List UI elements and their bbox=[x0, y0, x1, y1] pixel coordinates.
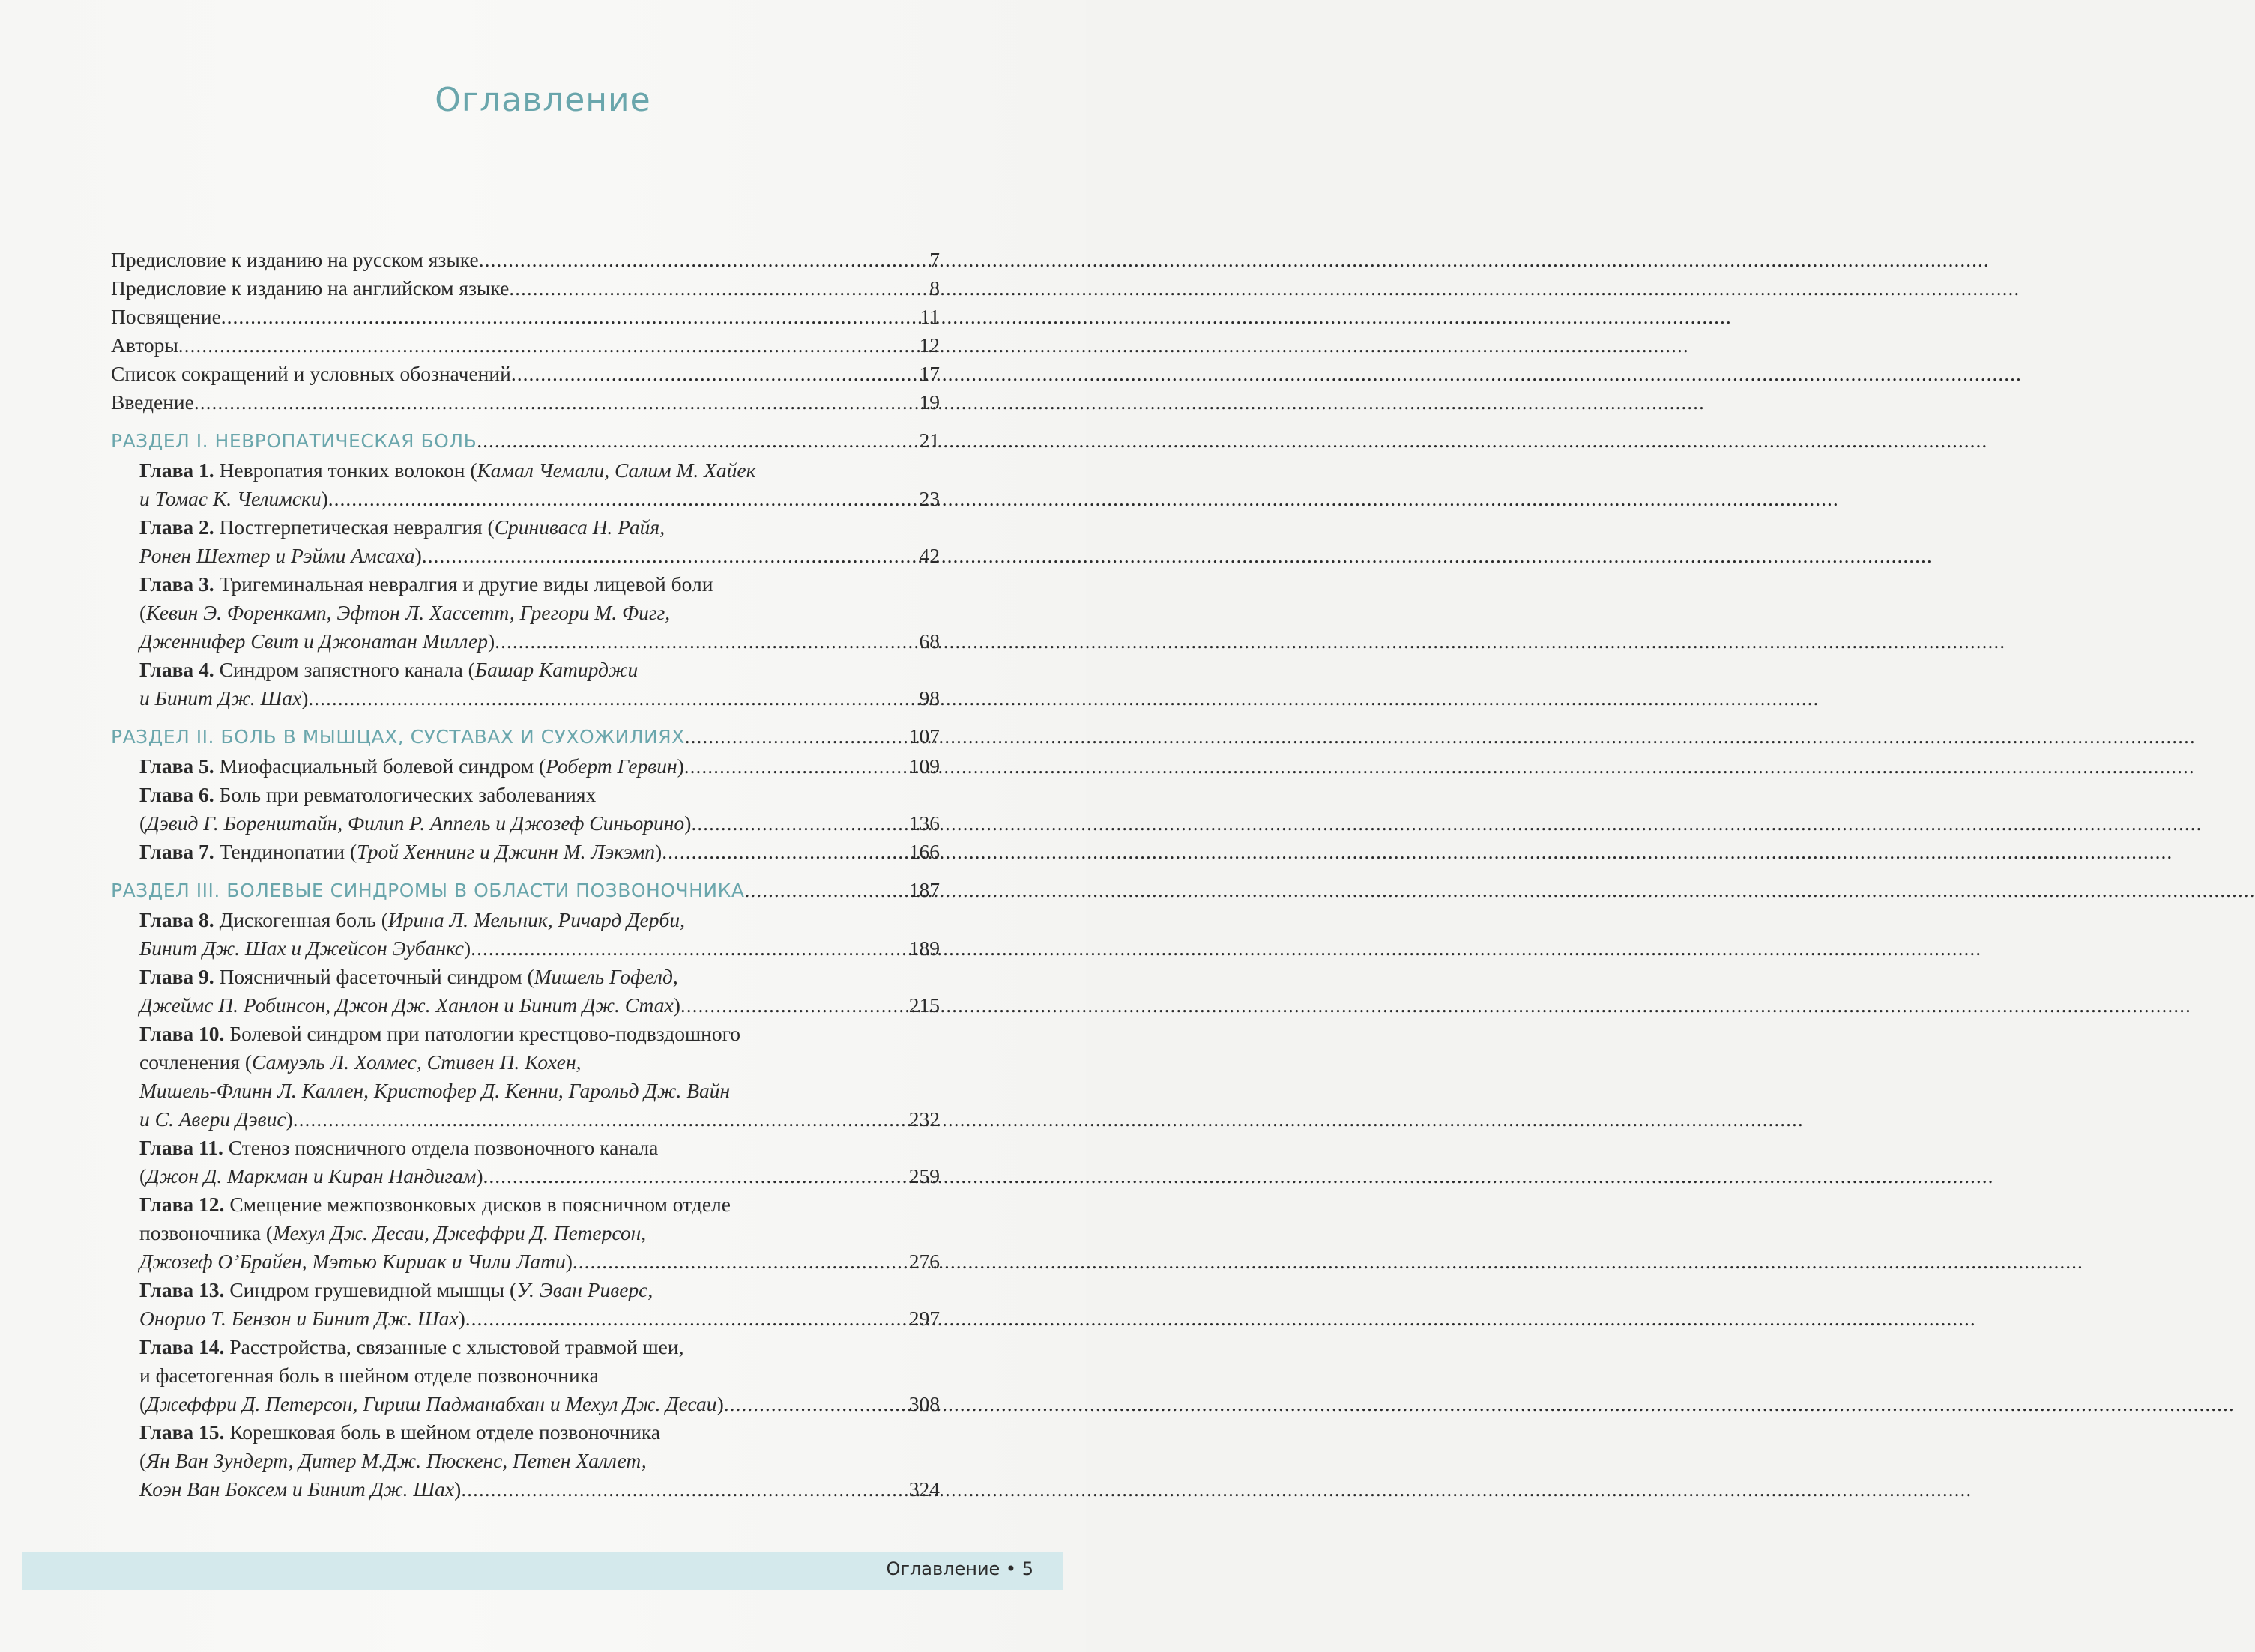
toc-entry: Введение ..... 19 bbox=[111, 388, 940, 417]
chapter-entry: Глава 1. Невропатия тонких волокон (Камал Чемали, Салим М. Хайек и Томас К. Челимски) ..... 23 bbox=[111, 456, 940, 513]
chapter-entry: Глава 4. Синдром запястного канала (Башар Катирджи и Бинит Дж. Шах) ..... 98 bbox=[111, 656, 940, 712]
toc-entry: Посвящение ..... 11 bbox=[111, 303, 940, 331]
chapter-entry: Глава 5. Миофасциальный болевой синдром (Роберт Гервин) ..... 109 bbox=[111, 752, 940, 781]
chapter-entry: Глава 9. Поясничный фасеточный синдром (Мишель Гофелд, Джеймс П. Робинсон, Джон Дж. Ханлон и Бинит Дж. Стах) ..... 215 bbox=[111, 963, 940, 1020]
chapter-entry: Глава 7. Тендинопатии (Трой Хеннинг и Джинн М. Лэкэмп) ..... 166 bbox=[111, 838, 940, 866]
chapter-entry: Глава 14. Расстройства, связанные с хлыстовой травмой шеи, и фасетогенная боль в шейном отделе позвоночника (Джеффри Д. Петерсон, Гириш Падманабхан и Мехул Дж. Десаи) ..... 308 bbox=[111, 1333, 940, 1418]
chapter-entry: Глава 10. Болевой синдром при патологии крестцово-подвздошного сочленения (Самуэль Л. Холмес, Стивен П. Кохен, Мишель-Флинн Л. Каллен, Кристофер Д. Кенни, Гарольд Дж. Вайн и С. Авери Дэвис) ..... 232 bbox=[111, 1020, 940, 1134]
book-page bbox=[0, 0, 1086, 1652]
table-of-contents bbox=[111, 246, 940, 1504]
page-title: Оглавление bbox=[435, 81, 651, 119]
section-heading: РАЗДЕЛ II. БОЛЬ В МЫШЦАХ, СУСТАВАХ И СУХОЖИЛИЯХ ..... 107 bbox=[111, 721, 940, 752]
chapter-entry: Глава 11. Стеноз поясничного отдела позвоночного канала (Джон Д. Маркман и Киран Нандигам) ..... 259 bbox=[111, 1134, 940, 1190]
chapter-entry: Глава 13. Синдром грушевидной мышцы (У. Эван Риверс, Онорио Т. Бензон и Бинит Дж. Шах) ..... 297 bbox=[111, 1276, 940, 1333]
toc-entry: Список сокращений и условных обозначений ..... 17 bbox=[111, 360, 940, 388]
section-heading: РАЗДЕЛ I. НЕВРОПАТИЧЕСКАЯ БОЛЬ ..... 21 bbox=[111, 426, 940, 456]
chapter-entry: Глава 2. Постгерпетическая невралгия (Сриниваса Н. Райя, Ронен Шехтер и Рэйми Амсаха) ..... 42 bbox=[111, 513, 940, 570]
toc-entry: Предисловие к изданию на русском языке ..... 7 bbox=[111, 246, 940, 274]
chapter-entry: Глава 6. Боль при ревматологических заболеваниях (Дэвид Г. Боренштайн, Филип Р. Аппель и Джозеф Синьорино) ..... 136 bbox=[111, 781, 940, 838]
chapter-entry: Глава 15. Корешковая боль в шейном отделе позвоночника (Ян Ван Зундерт, Дитер М.Дж. Пюскенс, Петен Халлет, Коэн Ван Боксем и Бинит Дж. Шах) ..... 324 bbox=[111, 1418, 940, 1504]
chapter-entry: Глава 12. Смещение межпозвонковых дисков в поясничном отделе позвоночника (Мехул Дж. Десаи, Джеффри Д. Петерсон, Джозеф О’Брайен, Мэтью Кириак и Чили Лати) ..... 276 bbox=[111, 1190, 940, 1276]
toc-entry: Предисловие к изданию на английском языке ..... 8 bbox=[111, 274, 940, 303]
chapter-entry: Глава 3. Тригеминальная невралгия и другие виды лицевой боли (Кевин Э. Форенкамп, Эфтон Л. Хассетт, Грегори М. Фигг, Дженнифер Свит и Джонатан Миллер) ..... 68 bbox=[111, 570, 940, 656]
toc-entry: Авторы ..... 12 bbox=[111, 331, 940, 360]
running-footer: Оглавление • 5 bbox=[886, 1558, 1033, 1579]
chapter-entry: Глава 8. Дискогенная боль (Ирина Л. Мельник, Ричард Дерби, Бинит Дж. Шах и Джейсон Эубанкс) ..... 189 bbox=[111, 906, 940, 963]
section-heading: РАЗДЕЛ III. БОЛЕВЫЕ СИНДРОМЫ В ОБЛАСТИ ПОЗВОНОЧНИКА ..... 187 bbox=[111, 875, 940, 906]
